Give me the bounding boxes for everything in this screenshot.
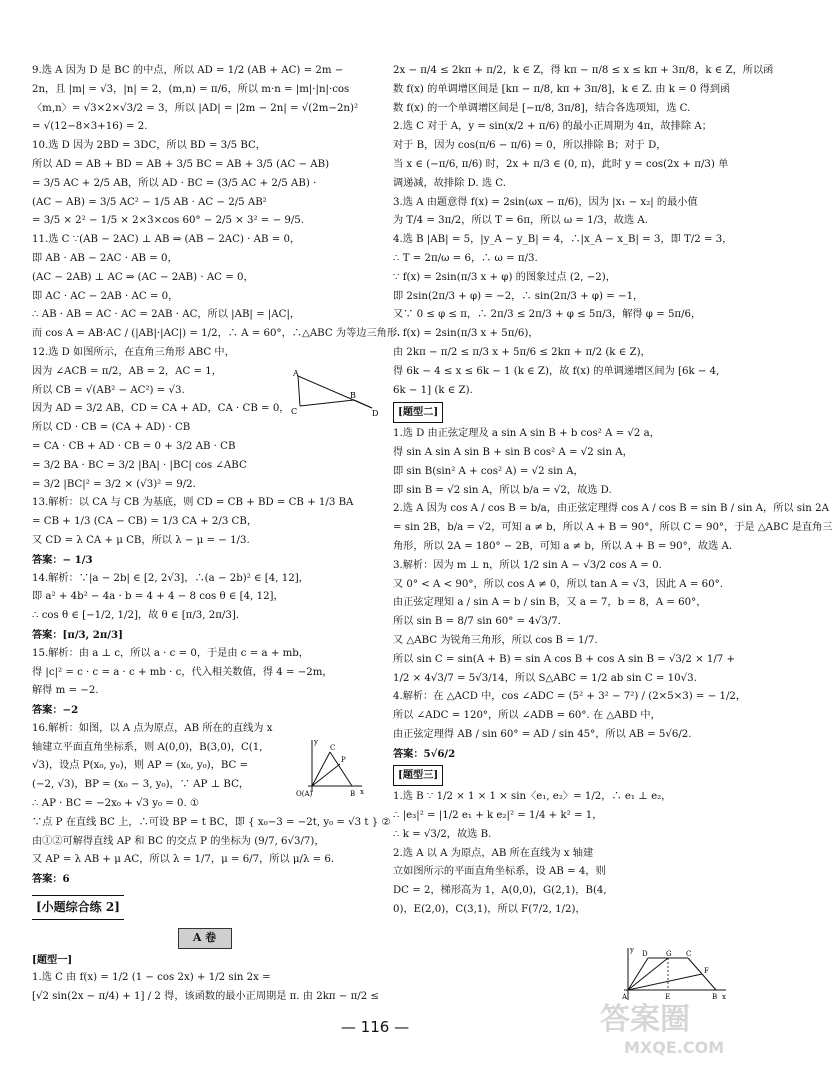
section-title: [小题综合练 2]	[32, 895, 124, 920]
text-line: = 3/5 × 2² − 1/5 × 2×3×cos 60° − 2/5 × 3² = − 9/5.	[32, 215, 304, 227]
fig16-label-p: P	[341, 756, 346, 764]
text-line: = CB + 1/3 (CA − CB) = 1/3 CA + 2/3 CB，	[32, 516, 258, 528]
watermark-url: MXQE.COM	[624, 1038, 725, 1057]
text-line: 又 0° < A < 90°，所以 cos A ≠ 0，所以 tan A = √3，因此 A = 60°.	[393, 578, 723, 590]
text-line: 3.解析：因为 m ⊥ n，所以 1/2 sin A − √3/2 cos A = 0.	[393, 559, 662, 571]
right-solution-lines-3	[393, 788, 723, 920]
text-line: 因为 AD = 3/2 AB，CD = CA + AD，CA · CB = 0，	[32, 403, 290, 415]
text-line: 2n，且 |m| = √3，|n| = 2，(m,n) = π/6，所以 m·n = |m|·|n|·cos	[32, 83, 350, 95]
left-column	[32, 62, 401, 1007]
text-line: 调递减，故排除 D. 选 C.	[393, 177, 506, 189]
text-line: 解得 m = −2.	[32, 685, 99, 697]
text-line: 对于 B，因为 cos(π/6 − π/6) = 0，所以排除 B；对于 D，	[393, 140, 667, 152]
text-line: 答案：− 1/3	[32, 553, 93, 566]
text-line: = sin 2B，b/a = √2，可知 a ≠ b，所以 A + B = 90°，所以 C = 90°，于是 △ABC 是直角三	[393, 522, 832, 534]
text-line: = 3/2 |BC|² = 3/2 × (√3)² = 9/2.	[32, 478, 196, 490]
trap-label-g: G	[666, 950, 672, 958]
text-line: = CA · CB + AD · CB = 0 + 3/2 AB · CB	[32, 440, 236, 452]
trap-label-c: C	[686, 950, 692, 958]
text-line: 数 f(x) 的单调增区间是 [kπ − π/8, kπ + 3π/8]，k ∈ Z. 由 k = 0 得到函	[393, 83, 731, 95]
text-line: 9.选 A 因为 D 是 BC 的中点，所以 AD = 1/2 (AB + AC) = 2m −	[32, 65, 344, 76]
text-line: ∴ k = √3/2，故选 B.	[393, 828, 492, 840]
fig16-label-y: y	[314, 738, 318, 746]
text-line: 12.选 D 如图所示，在直角三角形 ABC 中，	[32, 346, 235, 358]
text-line: 所以 sin B = 8/7 sin 60° = 4√3/7.	[393, 616, 561, 628]
text-line: ∴ f(x) = 2sin(π/3 x + 5π/6)，	[393, 328, 539, 340]
type-heading-2: [题型二]	[393, 402, 443, 423]
triangle-figure-12	[288, 366, 380, 418]
fig12-label-d: D	[372, 409, 379, 418]
text-line: 16.解析：如图，以 A 点为原点，AB 所在的直线为 x	[32, 722, 273, 734]
text-line: 答案：[π/3, 2π/3]	[32, 628, 123, 641]
text-line: ∴ |e₃|² = |1/2 e₁ + k e₂|² = 1/4 + k² = 1，	[393, 810, 603, 822]
page-number: — 116 —	[340, 1018, 410, 1036]
text-line: 立如图所示的平面直角坐标系，设 AB = 4，则	[393, 866, 606, 878]
text-line: 又 △ABC 为锐角三角形，所以 cos B = 1/7.	[393, 634, 598, 646]
text-line: ∴ T = 2π/ω = 6，∴ ω = π/3.	[393, 252, 538, 264]
text-line: 6k − 1] (k ∈ Z).	[393, 384, 473, 396]
fig12-label-a: A	[293, 369, 299, 378]
text-line: 4.解析：在 △ACD 中，cos ∠ADC = (5² + 3² − 7²) / (2×5×3) = − 1/2，	[393, 691, 747, 703]
coordinate-figure-16	[296, 736, 366, 798]
text-line: 所以 CD · CB = (CA + AD) · CB	[32, 422, 191, 434]
text-line: = 3/5 AC + 2/5 AB，所以 AD · BC = (3/5 AC + 2/5 AB) ·	[32, 177, 317, 189]
text-line: (−2, √3)，BP = (x₀ − 3, y₀)，∵ AP ⊥ BC，	[32, 779, 250, 791]
fig12-label-b: B	[350, 391, 356, 400]
text-line: 13.解析：以 CA 与 CB 为基底，则 CD = CB + BD = CB + 1/3 BA	[32, 497, 354, 509]
text-line: = √(12−8×3+16) = 2.	[32, 121, 148, 133]
text-line: 而 cos A = AB·AC / (|AB|·|AC|) = 1/2，∴ A = 60°，∴△ABC 为等边三角形.	[32, 328, 401, 340]
watermark-main: 答案圈	[600, 1002, 690, 1037]
text-line: 0)，E(2,0)，C(3,1)，所以 F(7/2, 1/2)，	[393, 904, 586, 916]
text-line: 所以 CB = √(AB² − AC²) = √3.	[32, 384, 185, 396]
text-line: 所以 ∠ADC = 120°，所以 ∠ADB = 60°. 在 △ABD 中，	[393, 710, 661, 722]
text-line: 由正弦定理知 a / sin A = b / sin B，又 a = 7，b = 8，A = 60°，	[393, 597, 707, 609]
right-solution-lines	[393, 62, 774, 400]
type-heading-1: [题型一]	[32, 953, 73, 966]
trap-label-x: x	[722, 993, 726, 1001]
text-line: 因为 ∠ACB = π/2，AB = 2，AC = 1，	[32, 365, 222, 377]
text-line: 为 T/4 = 3π/2，所以 T = 6π，所以 ω = 1/3，故选 A.	[393, 215, 648, 227]
fig16-label-x: x	[360, 788, 364, 796]
text-line: 4.选 B |AB| = 5，|y_A − y_B| = 4，∴|x_A − x_B| = 3，即 T/2 = 3，	[393, 234, 733, 246]
text-line: 3.选 A 由题意得 f(x) = 2sin(ωx − π/6)，因为 |x₁ − x₂| 的最小值	[393, 196, 698, 208]
text-line: 即 sin B(sin² A + cos² A) = √2 sin A，	[393, 465, 584, 477]
text-line: 15.解析：由 a ⊥ c，所以 a · c = 0，于是由 c = a + mb，	[32, 647, 309, 659]
text-line: 得 6k − 4 ≤ x ≤ 6k − 1 (k ∈ Z)，故 f(x) 的单调递增区间为 [6k − 4,	[393, 365, 720, 377]
fig16-label-b: B	[350, 790, 356, 798]
text-line: 2x − π/4 ≤ 2kπ + π/2，k ∈ Z，得 kπ − π/8 ≤ x ≤ kπ + 3π/8，k ∈ Z，所以函	[393, 65, 774, 76]
text-line: [√2 sin(2x − π/4) + 1] / 2 得，该函数的最小正周期是 π. 由 2kπ − π/2 ≤	[32, 991, 379, 1003]
text-line: 答案：5√6/2	[393, 747, 456, 760]
fig16-label-o: O(A)	[296, 790, 313, 798]
text-line: 数 f(x) 的一个单调增区间是 [−π/8, 3π/8]，结合各选项知，选 C.	[393, 102, 691, 114]
text-line: DC = 2，梯形高为 1，A(0,0)，G(2,1)，B(4,	[393, 885, 607, 897]
text-line: 1/2 × 4√3/7 = 5√3/14，所以 S△ABC = 1/2 ab sin C = 10√3.	[393, 672, 697, 684]
text-line: 得 |c|² = c · c = a · c + mb · c，代入相关数值，得 4 = −2m，	[32, 666, 333, 678]
text-line: ∴ AB · AB = AC · AC = 2AB · AC，所以 |AB| = |AC|，	[32, 309, 301, 321]
text-line: 由正弦定理得 AB / sin 60° = AD / sin 45°，所以 AB = 5√6/2.	[393, 728, 692, 740]
text-line: 1.选 C 由 f(x) = 1/2 (1 − cos 2x) + 1/2 sin 2x =	[32, 972, 271, 984]
text-line: ∵ f(x) = 2sin(π/3 x + φ) 的图象过点 (2, −2)，	[393, 271, 616, 283]
right-solution-lines-2	[393, 425, 832, 763]
juan-label: A 卷	[178, 928, 232, 949]
text-line: = 3/2 BA · BC = 3/2 |BA| · |BC| cos ∠ABC	[32, 459, 247, 471]
text-line: 1.选 D 由正弦定理及 a sin A sin B + b cos² A = √2 a，	[393, 428, 660, 440]
text-line: 又 CD = λ CA + μ CB，所以 λ − μ = − 1/3.	[32, 534, 250, 546]
fig12-label-c: C	[291, 407, 298, 416]
text-line: (AC − AB) = 3/5 AC² − 1/5 AB · AC − 2/5 AB²	[32, 196, 267, 208]
text-line: 由 2kπ − π/2 ≤ π/3 x + 5π/6 ≤ 2kπ + π/2 (k ∈ Z)，	[393, 346, 651, 358]
text-line: 所以 sin C = sin(A + B) = sin A cos B + cos A sin B = √3/2 × 1/7 +	[393, 653, 736, 665]
text-line: 2.选 A 以 A 为原点，AB 所在直线为 x 轴建	[393, 847, 594, 859]
trap-label-b: B	[712, 993, 718, 1001]
text-line: 即 AC · AC − 2AB · AC = 0，	[32, 290, 179, 302]
text-line: 14.解析：∵|a − 2b| ∈ [2, 2√3]，∴(a − 2b)² ∈ [4, 12]，	[32, 572, 309, 584]
text-line: 又∵ 0 ≤ φ ≤ π，∴ 2π/3 ≤ 2π/3 + φ ≤ 5π/3，解得 φ = 5π/6，	[393, 309, 702, 321]
trap-label-f: F	[704, 967, 709, 975]
text-line: 10.选 D 因为 2BD = 3DC，所以 BD = 3/5 BC，	[32, 140, 266, 152]
text-line: 轴建立平面直角坐标系，则 A(0,0)，B(3,0)，C(1,	[32, 741, 263, 753]
text-line: 即 2sin(2π/3 + φ) = −2，∴ sin(2π/3 + φ) = −1，	[393, 290, 644, 302]
text-line: (AC − 2AB) ⊥ AC ⇒ (AC − 2AB) · AC = 0，	[32, 271, 254, 283]
text-line: 又 AP = λ AB + μ AC，所以 λ = 1/7，μ = 6/7，所以 μ/λ = 6.	[32, 854, 335, 866]
text-line: 角形，所以 2A = 180° − 2B，可知 a ≠ b，所以 A + B = 90°，故选 A.	[393, 540, 733, 552]
text-line: 所以 AD = AB + BD = AB + 3/5 BC = AB + 3/5 (AC − AB)	[32, 158, 330, 170]
text-line: ∴ cos θ ∈ [−1/2, 1/2]，故 θ ∈ [π/3, 2π/3].	[32, 610, 240, 622]
trap-label-e: E	[665, 993, 671, 1001]
text-line: 11.选 C ∵(AB − 2AC) ⊥ AB ⇒ (AB − 2AC) · AB = 0，	[32, 234, 301, 246]
right-column	[393, 62, 832, 920]
trap-label-d: D	[642, 950, 648, 958]
text-line: ∴ AP · BC = −2x₀ + √3 y₀ = 0. ①	[32, 798, 200, 810]
text-line: ∵点 P 在直线 BC 上，∴可设 BP = t BC，即 { x₀−3 = −2t, y₀ = √3 t } ②	[32, 816, 391, 828]
trap-label-y: y	[630, 946, 634, 954]
fig16-label-c: C	[330, 744, 336, 752]
trap-label-a: A	[622, 993, 628, 1001]
text-line: 答案：6	[32, 873, 70, 886]
text-line: 由①②可解得直线 AP 和 BC 的交点 P 的坐标为 (9/7, 6√3/7)，	[32, 835, 325, 847]
text-line: 即 a² + 4b² − 4a · b = 4 + 4 − 8 cos θ ∈ [4, 12]，	[32, 591, 284, 603]
text-line: 2.选 A 因为 cos A / cos B = b/a，由正弦定理得 cos A / cos B = sin B / sin A，所以 sin 2A	[393, 503, 829, 515]
type-heading-3: [题型三]	[393, 765, 443, 786]
text-line: 1.选 B ∵ 1/2 × 1 × 1 × sin〈e₁, e₂〉= 1/2，∴ e₁ ⊥ e₂，	[393, 791, 672, 803]
text-line: 2.选 C 对于 A，y = sin(x/2 + π/6) 的最小正周期为 4π，故排除 A；	[393, 121, 712, 133]
text-line: 即 AB · AB − 2AC · AB = 0，	[32, 252, 178, 264]
text-line: 即 sin B = √2 sin A，所以 b/a = √2，故选 D.	[393, 484, 612, 496]
left-after-lines	[32, 969, 377, 1007]
text-line: 得 sin A sin A sin B + sin B cos² A = √2 sin A，	[393, 446, 633, 458]
text-line: 答案：−2	[32, 704, 79, 717]
text-line: 〈m,n〉= √3×2×√3/2 = 3，所以 |AD| = |2m − 2n| = √(2m−2n)²	[32, 102, 359, 114]
text-line: √3)，设点 P(x₀, y₀)，则 AP = (x₀, y₀)，BC =	[32, 760, 249, 772]
text-line: 当 x ∈ (−π/6, π/6) 时，2x + π/3 ∈ (0, π)，此时 y = cos(2x + π/3) 单	[393, 158, 729, 170]
watermark-logo	[594, 991, 744, 1061]
